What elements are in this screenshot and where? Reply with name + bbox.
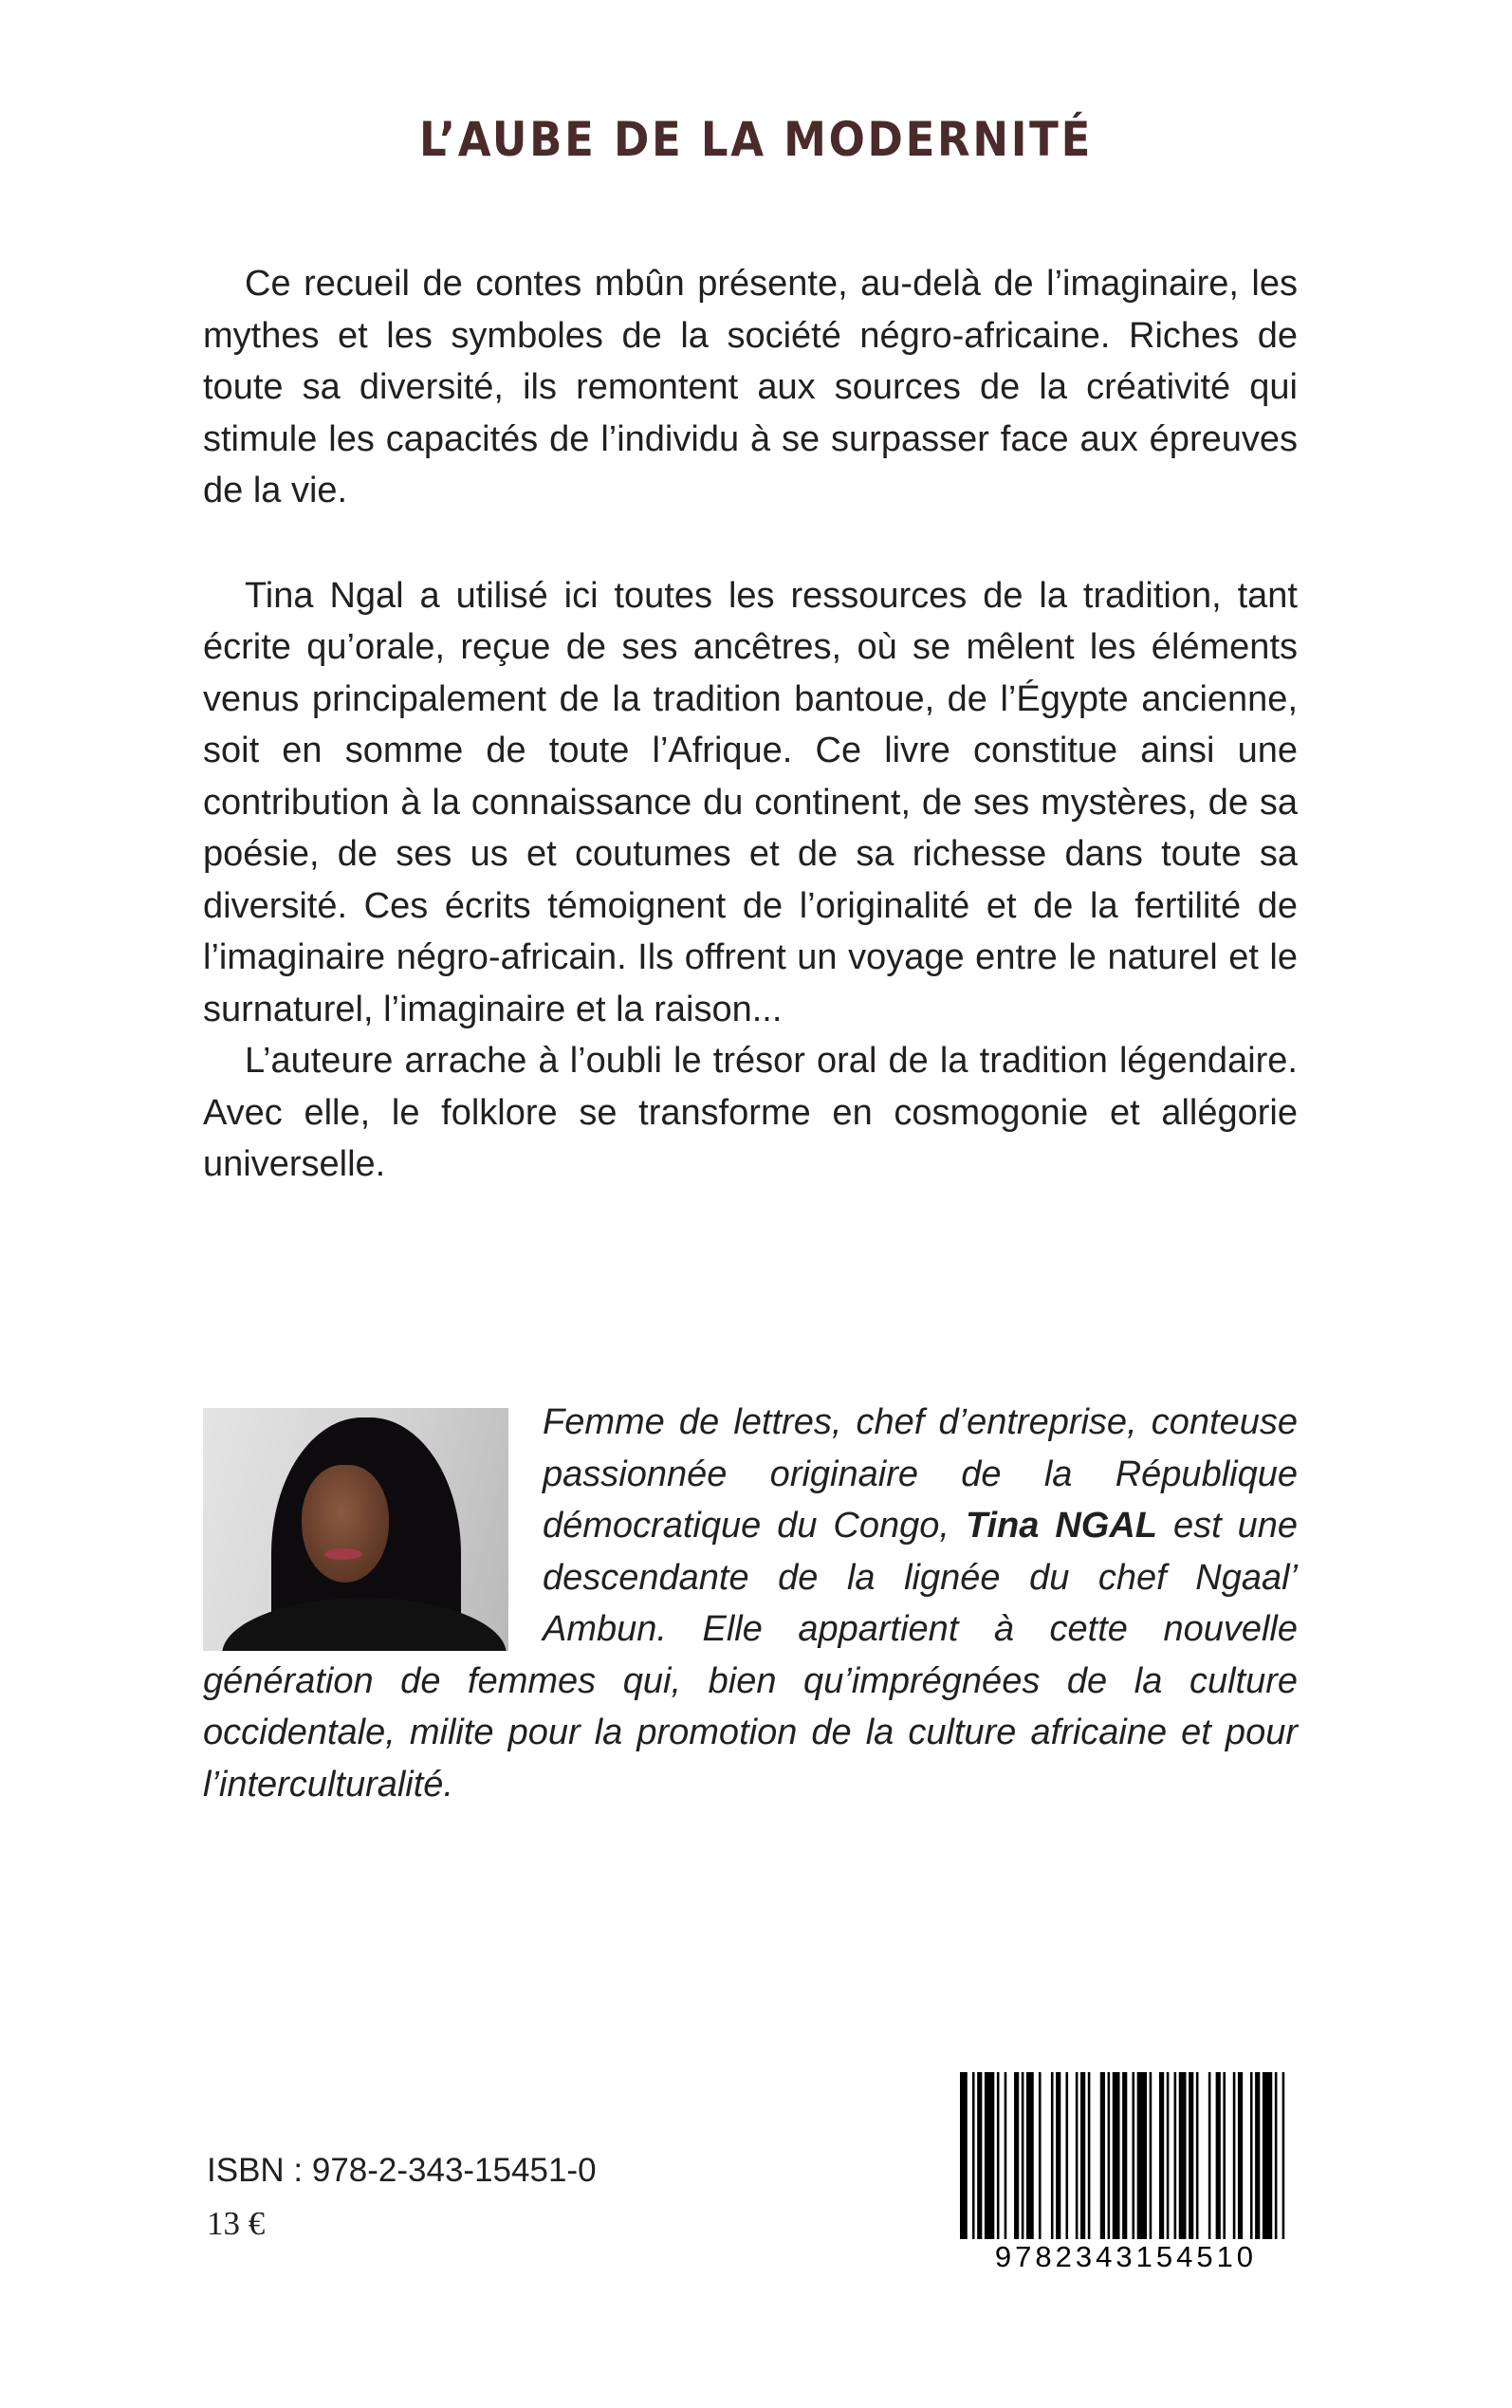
paragraph-2: Tina Ngal a utilisé ici toutes les ressources de la tradition, tant écrite qu’orale, reçue de ses ancêtres, où se mêlent les éléments venus principalement de la tradition bantoue, de l’Égypte ancienne, soit en somme de toute l’Afrique. Ce livre constitue ainsi une contribution à la connaissance du continent, de ses mystères, de sa poésie, de ses us et coutumes et de sa richesse dans toute sa diversité. Ces écrits témoignent de l’originalité et de la fertilité de l’imaginaire négro-africain. Ils offrent un voyage entre le naturel et le surnaturel, l’imaginaire et la raison... xyxy=(203,575,1298,1029)
summary-text xyxy=(203,258,1298,1191)
isbn: ISBN : 978-2-343-15451-0 xyxy=(207,2152,597,2189)
barcode-bar xyxy=(985,2072,994,2239)
barcode-bar xyxy=(1051,2072,1054,2239)
barcode-bar xyxy=(1179,2072,1187,2239)
barcode-bar xyxy=(1255,2072,1260,2239)
author-photo xyxy=(203,1408,508,1651)
barcode-bar xyxy=(972,2072,975,2239)
barcode-bar xyxy=(1132,2072,1134,2239)
barcode-bar xyxy=(1263,2072,1272,2239)
barcode-bar xyxy=(997,2072,1000,2239)
barcode-bar xyxy=(1250,2072,1253,2239)
barcode-bar xyxy=(1208,2072,1211,2239)
barcode-bar xyxy=(960,2072,968,2239)
barcode-bar xyxy=(1108,2072,1111,2239)
barcode-bar xyxy=(1080,2072,1085,2239)
barcode-bar xyxy=(1233,2072,1236,2239)
paragraph-3: L’auteure arrache à l’oubli le trésor oral de la tradition légendaire. Avec elle, le folklore se transforme en cosmogonie et allégorie universelle. xyxy=(203,1041,1298,1184)
barcode-bar xyxy=(1088,2072,1091,2239)
barcode-bar xyxy=(1167,2072,1170,2239)
barcode-bar xyxy=(1026,2072,1034,2239)
barcode xyxy=(956,2072,1296,2273)
barcode-bar xyxy=(977,2072,982,2239)
barcode-bar xyxy=(1065,2072,1068,2239)
barcode-bars xyxy=(960,2072,1284,2239)
barcode-bar xyxy=(1076,2072,1079,2239)
barcode-bar xyxy=(1137,2072,1147,2239)
bio-text-end: est une descendante de la lignée du chef Ngaal’ Ambun. Elle appartient à cette nouvelle génération de femmes qui, bien qu’imprégnées de la culture occidentale, milite pour la promotion de la culture africaine et pour l’interculturalité. xyxy=(203,1506,1298,1805)
barcode-bar xyxy=(1196,2072,1199,2239)
barcode-bar xyxy=(1189,2072,1193,2239)
barcode-bar xyxy=(1122,2072,1127,2239)
barcode-bar xyxy=(1174,2072,1177,2239)
paragraph-1: Ce recueil de contes mbûn présente, au-delà de l’imaginaire, les mythes et les symboles de la société négro-africaine. Riches de toute sa diversité, ils remontent aux sources de la créativité qui stimule les capacités de l’individu à se surpasser face aux épreuves de la vie. xyxy=(203,264,1298,510)
barcode-bar xyxy=(1056,2072,1060,2239)
barcode-bar xyxy=(1238,2072,1243,2239)
barcode-bar xyxy=(1100,2072,1105,2239)
barcode-bar xyxy=(1113,2072,1120,2239)
barcode-bar xyxy=(1223,2072,1226,2239)
barcode-bar xyxy=(1014,2072,1019,2239)
barcode-bar xyxy=(1159,2072,1164,2239)
barcode-bar xyxy=(1282,2072,1285,2239)
barcode-bar xyxy=(1039,2072,1042,2239)
barcode-bar xyxy=(1005,2072,1007,2239)
bio-text-start: Femme de lettres, chef d’entreprise, conteuse passionnée originaire de la République démocratique du Congo, xyxy=(543,1402,1298,1546)
book-title: L’AUBE DE LA MODERNITÉ xyxy=(418,112,1094,167)
author-bio xyxy=(203,1397,1298,1810)
author-name: Tina NGAL xyxy=(965,1506,1157,1546)
barcode-bar xyxy=(1216,2072,1221,2239)
barcode-bar xyxy=(1022,2072,1024,2239)
price: 13 € xyxy=(207,2205,266,2242)
barcode-bar xyxy=(1275,2072,1278,2239)
barcode-digits: 9782343154510 xyxy=(994,2240,1258,2273)
barcode-bar xyxy=(1150,2072,1152,2239)
